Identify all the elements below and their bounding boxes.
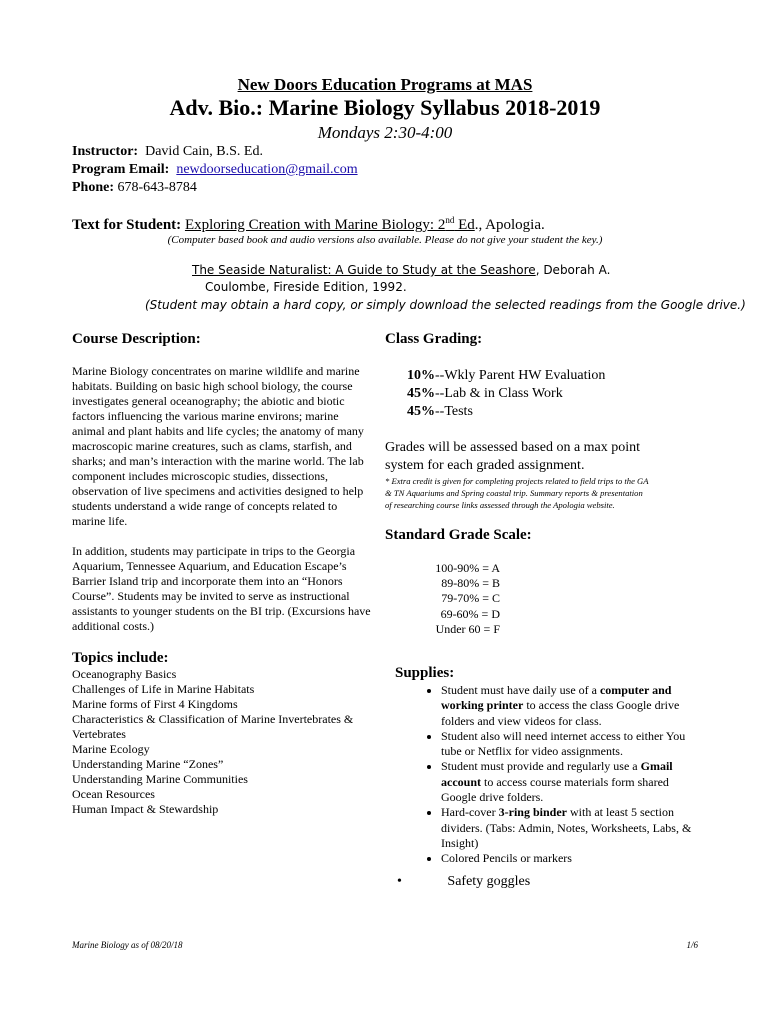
topic-item: Vertebrates (72, 727, 126, 741)
instructor-line (72, 143, 263, 161)
class-grading-heading: Class Grading: (385, 331, 483, 347)
supply-item-goggles: • Safety goggles (397, 874, 531, 889)
organization-heading: New Doors Education Programs at MAS (237, 75, 533, 94)
supply-item: • Student must have daily use of a computer and working printer to access the class Google drive folders and view videos for class. (441, 683, 705, 729)
page-number: 1/6 (686, 940, 698, 950)
topic-item: Characteristics & Classification of Marine Invertebrates & (72, 712, 354, 726)
supply-item: • Student also will need internet access to either You tube or Netflix for video assignments. (441, 729, 705, 760)
course-description-heading: Course Description: (72, 331, 201, 347)
book2-author: , Deborah A. (535, 263, 611, 277)
grading-list (407, 367, 605, 421)
phone-line (72, 179, 197, 197)
topics-heading: Topics include: (72, 650, 169, 666)
topic-item: Understanding Marine “Zones” (72, 757, 224, 771)
phone-label: Phone: (72, 180, 114, 195)
grade-scale-row: 79-70% = C (441, 591, 500, 606)
supplies-heading: Supplies: (395, 665, 455, 681)
topic-item: Marine Ecology (72, 742, 150, 756)
grade-scale-heading: Standard Grade Scale: (385, 527, 532, 543)
instructor-name: David Cain, B.S. Ed. (145, 144, 263, 159)
grading-item: 10%--Wkly Parent HW Evaluation (407, 368, 606, 383)
book1-note: (Computer based book and audio versions also available. Please do not give your student the key.) (167, 234, 603, 246)
course-description-para2: In addition, students may participate in trips to the Georgia Aquarium, Tennessee Aquarium, and Education Escape’s Barrier Island trip and incorporate them into an “Honors Course”. Students may be invited to serve as instructional assistants to younger students on the BI trip. (Excursions have additional costs.) (72, 544, 371, 633)
topic-item: Human Impact & Stewardship (72, 802, 219, 816)
schedule: Mondays 2:30-4:00 (317, 123, 453, 142)
book2-title: The Seaside Naturalist: A Guide to Study at the Seashore (192, 263, 536, 277)
grade-scale-row: Under 60 = F (435, 621, 500, 636)
supply-item: • Student must provide and regularly use a Gmail account to access course materials form shared Google drive folders. (441, 759, 705, 805)
course-description-para1: Marine Biology concentrates on marine wildlife and marine habitats. Building on basic high school biology, the course investigates general oceanography; the abiotic and biotic factors influencing the various marine environs; marine animal and plant habits and life cycles; the anatomy of many macroscopic marine creatures, such as clams, starfish, and sharks; and man’s interaction with the marine world. The lab component includes microscopic studies, dissections, observation of live specimens and activities designed to help students understand a wide range of concepts related to marine life. (72, 364, 364, 528)
email-link[interactable]: newdoorseducation@gmail.com (176, 162, 358, 177)
book2-note: (Student may obtain a hard copy, or simply download the selected readings from the Google drive.) (145, 298, 746, 312)
book1-title: Exploring Creation with Marine Biology: 2nd Ed (184, 215, 475, 233)
bullet-icon: • (397, 874, 402, 889)
text-for-student (72, 215, 545, 234)
footer-left: Marine Biology as of 08/20/18 (72, 940, 183, 950)
supply-item: • Colored Pencils or markers (441, 851, 705, 866)
grade-scale-list (418, 561, 500, 637)
book2-line1 (192, 263, 610, 277)
topic-item: Understanding Marine Communities (72, 772, 248, 786)
grading-item: 45%--Lab & in Class Work (407, 386, 563, 401)
email-label: Program Email: (72, 162, 170, 177)
email-line (72, 161, 358, 179)
grade-scale-row: 89-80% = B (441, 576, 500, 591)
instructor-label: Instructor: (72, 144, 139, 159)
topic-item: Ocean Resources (72, 787, 155, 801)
topic-item: Challenges of Life in Marine Habitats (72, 682, 255, 696)
grading-item: 45%--Tests (407, 404, 473, 419)
page-title: Adv. Bio.: Marine Biology Syllabus 2018-2019 (169, 95, 601, 120)
grade-scale-row: 69-60% = D (440, 606, 500, 621)
phone-number: 678-643-8784 (117, 180, 197, 195)
topics-list (72, 667, 382, 817)
grades-assessed-note: Grades will be assessed based on a max point system for each graded assignment. (385, 440, 641, 473)
supplies-list (395, 683, 705, 867)
topic-item: Oceanography Basics (72, 667, 177, 681)
text-label: Text for Student: (72, 217, 182, 233)
book2-line2: Coulombe, Fireside Edition, 1992. (205, 280, 407, 294)
grade-scale-row: 100-90% = A (435, 561, 500, 575)
topic-item: Marine forms of First 4 Kingdoms (72, 697, 238, 711)
supply-item: • Hard-cover 3-ring binder with at least 5 section dividers. (Tabs: Admin, Notes, Worksheets, Labs, & Insight) (441, 805, 705, 851)
book1-publisher: ., Apologia. (474, 217, 545, 233)
extra-credit-note: * Extra credit is given for completing projects related to field trips to the GA & TN Aquariums and Spring coastal trip. Summary reports & presentation of researching course links assessed through the Apologia website. (385, 476, 649, 510)
supplies-list-wrap (395, 683, 705, 867)
